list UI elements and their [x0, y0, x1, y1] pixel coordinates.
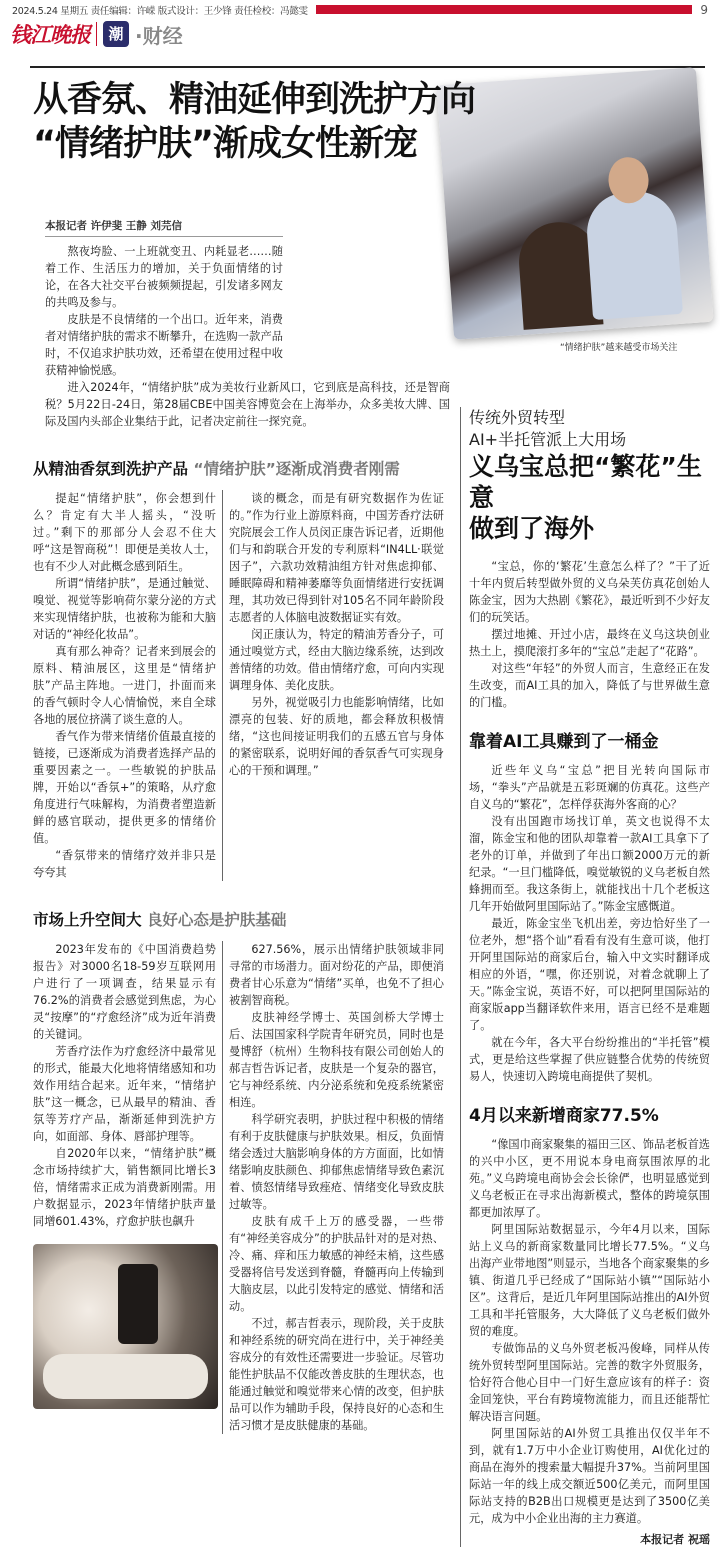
side-subhead-2: 4月以来新增商家77.5%: [469, 1106, 659, 1126]
paragraph: 闵正康认为，特定的精油芳香分子，可通过嗅觉方式，经由大脑边缘系统，达到改善情绪的功效。借由情绪疗愈，可向内实现调理身体、美化皮肤。: [229, 628, 444, 692]
header-color-bar: [316, 5, 693, 14]
section2-col1-wrap: [33, 941, 223, 1434]
masthead: [0, 16, 720, 48]
lead-top: [0, 68, 720, 379]
paragraph: 皮肤有成千上万的感受器，一些带有“神经美容成分”的护肤品针对的是对热、冷、痛、痒和压力敏感的神经末梢，这些感受器将信号发送到脊髓，脊髓再向上传输到大脑皮层，以此引发特定的感觉、情绪和活动。: [229, 1215, 444, 1313]
paragraph: “宝总，你的‘繁花’生意怎么样了？”干了近十年内贸后转型做外贸的义乌朵芙仿真花创始人陈金宝，因为大热剧《繁花》，最近听到不少好友们的玩笑话。: [469, 560, 710, 624]
paragraph: 熬夜垮脸、一上班就变丑、内耗显老……随着工作、生活压力的增加，关于负面情绪的讨论，在各大社交平台被频频提起，引发诸多网友的共鸣及参与。: [45, 245, 283, 309]
byline: 本报记者 许伊斐 王静 刘芫信: [45, 218, 283, 237]
section2-columns: [33, 941, 448, 1434]
section1-col1: [33, 490, 223, 881]
headline-line1: 从香氛、精油延伸到洗护方向: [33, 80, 476, 120]
side-part1: [469, 762, 710, 1085]
paragraph: 提起“情绪护肤”，你会想到什么？肯定有大半人摇头，“没听过。”剩下的那部分人会忍不住大呼“这是智商税”！即便是美妆人士，也有不少人对此概念感到陌生。: [33, 492, 216, 573]
paragraph: 近些年义乌“宝总”把目光转向国际市场，“拳头”产品就是五彩斑斓的仿真花。这些产自义乌的“繁花”，怎样俘获海外客商的心？: [469, 764, 710, 811]
lead-story: [33, 379, 448, 1547]
paragraph: 专做饰品的义乌外贸老板冯俊峰，同样从传统外贸转型阿里国际站。完善的数字外贸服务，恰好符合他心目中一门好生意应该有的样子：资金回笼快，平台有跨境物流能力，而且还能帮忙解决语言问题。: [469, 1342, 710, 1423]
paragraph: 科学研究表明，护肤过程中积极的情绪有利于皮肤健康与护肤效果。相反，负面情绪会透过大脑影响身体的方方面面，比如情绪影响皮肤颜色、抑郁焦虑情绪导致色素沉着、愤怒情绪导致痤疮、情绪变化导致皮肤过敏等。: [229, 1113, 444, 1211]
side-intro: [469, 558, 710, 711]
section1-columns: [33, 490, 448, 881]
paragraph: 没有出国跑市场找订单，英文也说得不太溜，陈金宝和他的团队却靠着一款AI工具拿下了老外的订单，并做到了年出口额2000万元的新纪录。“一旦门槛降低，嗅觉敏锐的义乌老板自然蜂拥而至。我这条街上，就能找出十几个老板这几年开始做阿里国际站了。”陈金宝感慨道。: [469, 815, 710, 913]
photo-caption: “情绪护肤”越来越受市场关注: [560, 343, 678, 353]
page-header: [0, 0, 720, 16]
section2-col1: [33, 941, 216, 1230]
heading-accent: “情绪护肤”逐渐成消费者刚需: [193, 460, 400, 478]
section2-col2: [229, 941, 444, 1434]
heading-main: 市场上升空间大: [33, 911, 142, 929]
intro-text: [45, 243, 283, 379]
paragraph: 皮肤是不良情绪的一个出口。近年来，消费者对情绪护肤的需求不断攀升，在选购一款产品时，不仅追求护肤功效，还希望在使用过程中收获精神愉悦感。: [45, 313, 283, 377]
kicker-line2: AI+半托管派上大用场: [469, 430, 627, 449]
section1-col2: [229, 490, 444, 881]
paragraph: “香氛带来的情绪疗效并非只是夸夸其: [33, 849, 216, 879]
paragraph: 就在今年，各大平台纷纷推出的“半托管”模式，更是给这些掌握了供应链整合优势的传统贸易人，快速切入跨境电商提供了契机。: [469, 1036, 710, 1083]
logo-divider: [96, 22, 97, 46]
photo-figure-man: [584, 189, 683, 320]
paragraph: 所谓“情绪护肤”，是通过触觉、嗅觉、视觉等影响荷尔蒙分泌的方式来实现情绪护肤，也被称为能和大脑对话的“神经化妆品”。: [33, 577, 216, 641]
section-label: ·财经: [135, 23, 183, 48]
kicker-line1: 传统外贸转型: [469, 408, 566, 427]
newspaper-logo: 钱江晚报: [10, 22, 90, 47]
side-headline-line2: 做到了海外: [469, 514, 595, 543]
paragraph: 自2020年以来，“情绪护肤”概念市场持续扩大，销售额同比增长3倍，情绪需求正成为消费新刚需。用户数据显示，2023年情绪护肤声量同增601.43%，疗愈护肤也飙升: [33, 1147, 216, 1228]
paragraph: 谈的概念，而是有研究数据作为佐证的。”作为行业上游原料商，中国芳香疗法研究院展会工作人员闵正康告诉记者，近期他们与和韵联合开发的专利原料“IN4LL·联觉因子”，六款功效精油组方针对焦虑抑郁、睡眠障碍和精神萎靡等负面情绪进行安抚调理，其功效已得到针对105名不同年龄阶段志愿者的人体脑电波数据证实有效。: [229, 492, 444, 624]
paragraph: 对这些“年轻”的外贸人而言，生意经正在发生改变，而AI工具的加入，降低了与世界做生意的门槛。: [469, 662, 710, 709]
headline-line2: “情绪护肤”渐成女性新宠: [33, 124, 418, 164]
paragraph: 进入2024年，“情绪护肤”成为美妆行业新风口，它到底是高科技，还是智商税？5月22日-24日，第28届CBE中国美容博览会在上海举办，众多美妆大牌、国际及国内头部企业集结于此，记者决定前往一探究竟。: [45, 381, 450, 428]
section1-heading: [33, 458, 448, 480]
paragraph: 不过，郝吉哲表示，现阶段，关于皮肤和神经系统的研究尚在进行中，关于神经美容成分的有效性还需要进一步验证。尽管功能性护肤品不仅能改善皮肤的生理状态，也能通过触觉和嗅觉带来心情的改变，但护肤品可以作为辅助手段，保持良好的心态和生活习惯才是皮肤健康的基础。: [229, 1317, 444, 1432]
paragraph: 芳香疗法作为疗愈经济中最常见的形式，能最大化地将情绪感知和功效作用结合起来。近年来，“情绪护肤”这一概念，已从最早的精油、香氛等芳疗产品，渐渐延伸到洗护方向，如面部、身体、唇部护理等。: [33, 1045, 216, 1143]
side-story: [460, 407, 710, 1547]
main-area: [0, 379, 720, 1567]
skincare-photo: [33, 1244, 218, 1409]
side-part2: [469, 1136, 710, 1527]
paragraph: 皮肤神经学博士、英国剑桥大学博士后、法国国家科学院青年研究员，同时也是曼博舒（杭州）生物科技有限公司创始人的郝吉哲告诉记者，皮肤是一个复杂的器官，它与神经系统、内分泌系统和免疫系统紧密相连。: [229, 1011, 444, 1109]
heading-accent: 良好心态是护肤基础: [146, 911, 287, 929]
paragraph: 真有那么神奇？记者来到展会的原料、精油展区，这里是“情绪护肤”产品主阵地。一进门，扑面而来的香气顿时令人心情愉悦，来自全球各地的展位挤满了谈生意的人。: [33, 645, 216, 726]
paragraph: 摆过地摊、开过小店，最终在义乌这块创业热土上，摸爬滚打多年的“宝总”走起了“花路”。: [469, 628, 710, 658]
heading-main: 从精油香氛到洗护产品: [33, 460, 189, 478]
side-subhead-1: 靠着AI工具赚到了一桶金: [469, 732, 659, 752]
paragraph: 阿里国际站的AI外贸工具推出仅仅半年不到，就有1.7万中小企业订购使用，AI优化过的商品在海外的搜索量大幅提升37%。当前阿里国际站一年的线上成交额近500亿美元，而阿里国际站支持的B2B出口规模更是达到了3500亿美元，成为中小企业出海的主力赛道。: [469, 1427, 710, 1525]
side-headline: [469, 451, 710, 544]
paragraph: 另外，视觉吸引力也能影响情绪，比如漂亮的包装、好的质地，都会释放积极情绪，“这也间接证明我们的五感五官与身体的紧密联系，说明好闻的香氛香气可实现身心的干预和调理。”: [229, 696, 444, 777]
paragraph: “像国巾商家聚集的福田三区、饰品老板首选的兴中小区，更不用说本身电商氛围浓厚的北苑。”义乌跨境电商协会会长徐俨，也明显感觉到义乌老板正在寻求出海新模式，整体的跨境氛围都更加浓厚了。: [469, 1138, 710, 1219]
side-headline-line1: 义乌宝总把“繁花”生意: [469, 452, 702, 512]
side-signoff: 本报记者 祝瑶: [640, 1533, 710, 1546]
paragraph: 阿里国际站数据显示，今年4月以来，国际站上义乌的新商家数量同比增长77.5%。“义乌出海产业带地图”则显示，当地各个商家聚集的乡镇、街道几乎已经成了“国际站小镇”“国际站小区”。这背后，是近几年阿里国际站推出的AI外贸工具和半托管服务，大大降低了义乌老板们做外贸的难度。: [469, 1223, 710, 1338]
issue-meta: 2024.5.24 星期五 责任编辑：许嵘 版式设计：王少锋 责任检校：冯懿雯: [12, 5, 308, 17]
paragraph: 最近，陈金宝坐飞机出差，旁边恰好坐了一位老外，想“搭个讪”看看有没有生意可谈，他打开阿里国际站的商家后台，输入中文实时翻译成相应的外语，“嘿，你还别说，对着念就聊上了天。”陈金宝说，英语不好，可以把阿里国际站的商家版app当翻译软件来用，语言已经不是难题了。: [469, 917, 710, 1032]
side-kicker: [469, 407, 710, 451]
page-number: 9: [700, 2, 708, 17]
section2-heading: [33, 909, 448, 931]
chao-app-icon: 潮: [103, 21, 129, 47]
paragraph: 香气作为带来情绪价值最直接的链接，已逐渐成为消费者选择产品的重要因素之一。一些敏锐的护肤品牌，开始以“香氛+”的策略，从疗愈角度进行气味解构，为消费者塑造新鲜的感官联动，提供更多的情绪价值。: [33, 730, 216, 845]
paragraph: 2023年发布的《中国消费趋势报告》对3000名18-59岁互联网用户进行了一项调查，结果显示有76.2%的消费者会感觉到焦虑，为心灵“按摩”的“疗愈经济”成为近年消费的关键词。: [33, 943, 216, 1041]
intro-text-2: [45, 379, 450, 430]
paragraph: 627.56%，展示出情绪护肤领域非同寻常的市场潜力。面对纷花的产品，即便消费者甘心乐意为“情绪”买单，也免不了担心被割智商税。: [229, 943, 444, 1007]
photo-towel: [43, 1354, 208, 1399]
photo-bottle: [118, 1264, 158, 1344]
